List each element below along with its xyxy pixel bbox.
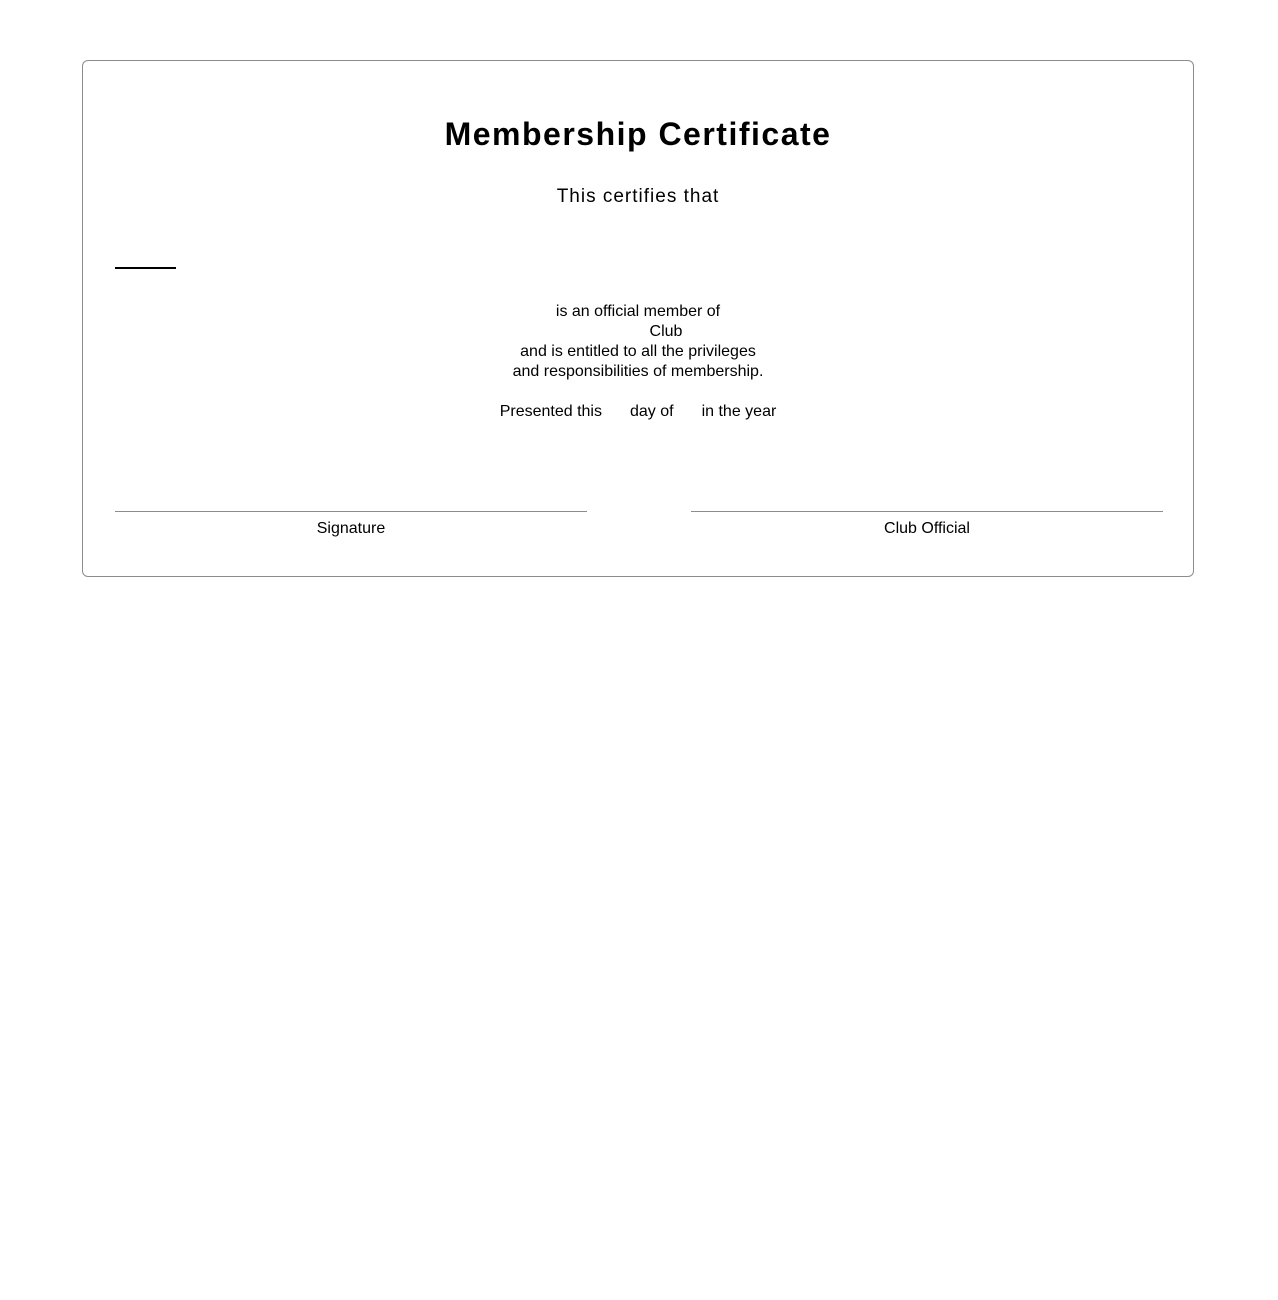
signature-label: Signature bbox=[316, 520, 386, 537]
presented-in-the-year: in the year bbox=[701, 403, 777, 420]
certificate-title: Membership Certificate bbox=[444, 116, 832, 152]
member-name-blank bbox=[115, 267, 176, 269]
certifies-text: This certifies that bbox=[556, 186, 720, 207]
certificate-card bbox=[82, 60, 1194, 577]
presented-date-line bbox=[83, 402, 1193, 422]
statement-line-privileges: and is entitled to all the privileges bbox=[520, 343, 756, 360]
club-official-block bbox=[691, 511, 1163, 539]
statement-line-responsibilities: and responsibilities of membership. bbox=[512, 363, 764, 380]
club-official-line bbox=[691, 511, 1163, 512]
presented-day-of: day of bbox=[629, 403, 674, 420]
statement-line-official-member: is an official member of bbox=[555, 303, 721, 320]
statement-line-club: Club bbox=[649, 323, 683, 340]
presented-prefix: Presented this bbox=[499, 403, 602, 420]
signature-line bbox=[115, 511, 587, 512]
club-official-label: Club Official bbox=[884, 520, 970, 537]
membership-statement bbox=[83, 302, 1193, 382]
signature-block bbox=[115, 511, 587, 539]
